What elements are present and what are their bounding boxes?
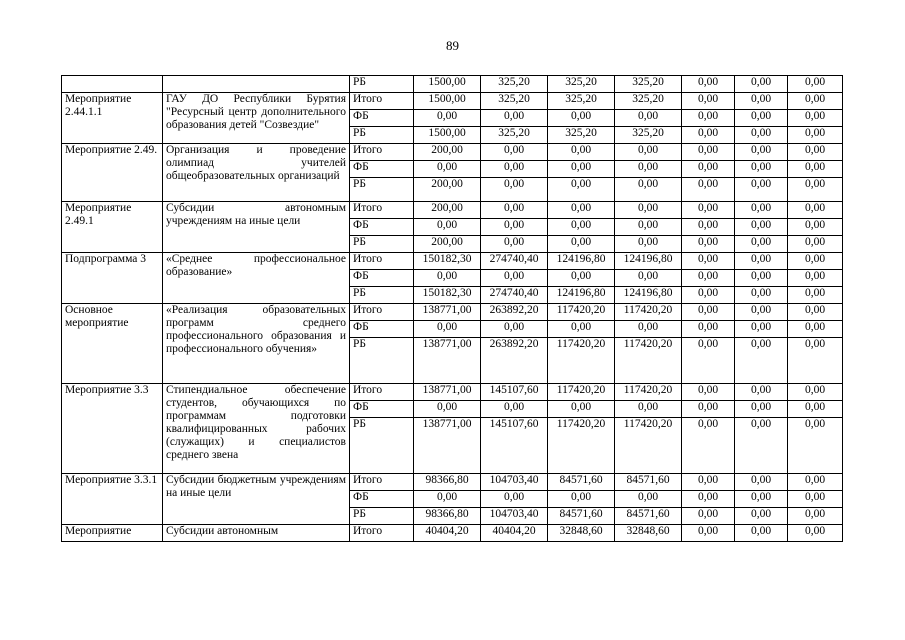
amount-cell: 200,00 [414, 144, 481, 161]
amount-cell: 117420,20 [548, 384, 615, 401]
amount-cell: 0,00 [735, 304, 788, 321]
amount-cell: 117420,20 [615, 418, 682, 474]
amount-cell: 200,00 [414, 236, 481, 253]
amount-cell: 0,00 [414, 219, 481, 236]
amount-cell: 124196,80 [548, 287, 615, 304]
amount-cell: 0,00 [682, 236, 735, 253]
amount-cell: 0,00 [735, 474, 788, 491]
amount-cell: 0,00 [788, 236, 843, 253]
activity-description-cell [163, 525, 350, 542]
amount-cell: 0,00 [615, 401, 682, 418]
amount-cell: 0,00 [682, 76, 735, 93]
amount-cell: 0,00 [788, 93, 843, 110]
amount-cell: 325,20 [481, 93, 548, 110]
amount-cell: 0,00 [682, 338, 735, 384]
amount-cell: 32848,60 [615, 525, 682, 542]
activity-description-cell [163, 144, 350, 202]
activity-description-text: ГАУ ДО Республики Бурятия "Ресурсный центр дополнительного образования детей "Созвездие" [166, 93, 346, 131]
amount-cell: 0,00 [788, 525, 843, 542]
amount-cell: 0,00 [682, 491, 735, 508]
table-row [62, 525, 843, 542]
amount-cell: 0,00 [615, 202, 682, 219]
amount-cell: 0,00 [735, 76, 788, 93]
amount-cell: 0,00 [481, 161, 548, 178]
amount-cell: 0,00 [788, 304, 843, 321]
funding-source-cell: ФБ [350, 321, 414, 338]
activity-description-cell [163, 76, 350, 93]
funding-source-cell: РБ [350, 76, 414, 93]
amount-cell: 0,00 [548, 110, 615, 127]
table-row [62, 384, 843, 401]
amount-cell: 0,00 [682, 144, 735, 161]
activity-description-text: Субсидии автономным учреждениям на иные цели [166, 202, 346, 227]
table-row [62, 144, 843, 161]
amount-cell: 138771,00 [414, 418, 481, 474]
amount-cell: 0,00 [735, 110, 788, 127]
activity-description-cell [163, 253, 350, 304]
amount-cell: 117420,20 [615, 338, 682, 384]
amount-cell: 0,00 [481, 144, 548, 161]
amount-cell: 104703,40 [481, 508, 548, 525]
amount-cell: 0,00 [682, 401, 735, 418]
activity-description-text: «Среднее профессиональное образование» [166, 253, 346, 278]
amount-cell: 1500,00 [414, 76, 481, 93]
amount-cell: 325,20 [548, 93, 615, 110]
amount-cell: 274740,40 [481, 287, 548, 304]
amount-cell: 98366,80 [414, 508, 481, 525]
amount-cell: 0,00 [481, 202, 548, 219]
amount-cell: 40404,20 [481, 525, 548, 542]
amount-cell: 0,00 [682, 287, 735, 304]
funding-source-cell: РБ [350, 236, 414, 253]
amount-cell: 117420,20 [615, 304, 682, 321]
funding-source-cell: Итого [350, 384, 414, 401]
amount-cell: 40404,20 [414, 525, 481, 542]
table-row [62, 304, 843, 321]
funding-source-cell: РБ [350, 338, 414, 384]
amount-cell: 0,00 [735, 287, 788, 304]
amount-cell: 117420,20 [615, 384, 682, 401]
amount-cell: 0,00 [481, 236, 548, 253]
activity-name-cell: Основное мероприятие [62, 304, 163, 384]
amount-cell: 0,00 [615, 270, 682, 287]
amount-cell: 0,00 [682, 418, 735, 474]
activity-description-text: Субсидии бюджетным учреждениям на иные цели [166, 474, 346, 499]
amount-cell: 325,20 [615, 127, 682, 144]
budget-table [61, 75, 843, 542]
amount-cell: 0,00 [548, 219, 615, 236]
funding-source-cell: ФБ [350, 110, 414, 127]
activity-name-cell: Мероприятие [62, 525, 163, 542]
amount-cell: 0,00 [735, 161, 788, 178]
amount-cell: 0,00 [788, 161, 843, 178]
funding-source-cell: РБ [350, 508, 414, 525]
amount-cell: 84571,60 [548, 508, 615, 525]
amount-cell: 0,00 [414, 270, 481, 287]
amount-cell: 325,20 [548, 76, 615, 93]
activity-description-cell [163, 304, 350, 384]
amount-cell: 0,00 [481, 178, 548, 202]
amount-cell: 0,00 [481, 491, 548, 508]
amount-cell: 0,00 [788, 474, 843, 491]
amount-cell: 0,00 [735, 418, 788, 474]
activity-description-text: Стипендиальное обеспечение студентов, обучающихся по программам подготовки квалифицированных рабочих (служащих) и специалистов среднего звена [166, 384, 346, 461]
funding-source-cell: ФБ [350, 491, 414, 508]
amount-cell: 0,00 [735, 178, 788, 202]
amount-cell: 32848,60 [548, 525, 615, 542]
funding-source-cell: РБ [350, 127, 414, 144]
amount-cell: 1500,00 [414, 127, 481, 144]
amount-cell: 0,00 [548, 236, 615, 253]
funding-source-cell: Итого [350, 525, 414, 542]
amount-cell: 0,00 [788, 418, 843, 474]
amount-cell: 0,00 [615, 178, 682, 202]
funding-source-cell: Итого [350, 93, 414, 110]
amount-cell: 0,00 [735, 401, 788, 418]
amount-cell: 0,00 [682, 270, 735, 287]
activity-description-cell [163, 93, 350, 144]
funding-source-cell: Итого [350, 202, 414, 219]
funding-source-cell: ФБ [350, 270, 414, 287]
amount-cell: 0,00 [615, 321, 682, 338]
amount-cell: 0,00 [788, 270, 843, 287]
amount-cell: 263892,20 [481, 304, 548, 321]
amount-cell: 263892,20 [481, 338, 548, 384]
amount-cell: 0,00 [788, 178, 843, 202]
amount-cell: 0,00 [548, 178, 615, 202]
amount-cell: 200,00 [414, 202, 481, 219]
amount-cell: 325,20 [615, 93, 682, 110]
amount-cell: 145107,60 [481, 418, 548, 474]
amount-cell: 84571,60 [615, 508, 682, 525]
amount-cell: 0,00 [735, 321, 788, 338]
amount-cell: 0,00 [414, 321, 481, 338]
amount-cell: 0,00 [615, 491, 682, 508]
amount-cell: 0,00 [481, 321, 548, 338]
amount-cell: 0,00 [788, 253, 843, 270]
amount-cell: 0,00 [548, 161, 615, 178]
funding-source-cell: Итого [350, 144, 414, 161]
amount-cell: 0,00 [682, 161, 735, 178]
amount-cell: 0,00 [682, 304, 735, 321]
amount-cell: 0,00 [788, 287, 843, 304]
amount-cell: 0,00 [548, 144, 615, 161]
amount-cell: 84571,60 [615, 474, 682, 491]
amount-cell: 0,00 [788, 219, 843, 236]
amount-cell: 124196,80 [548, 253, 615, 270]
amount-cell: 0,00 [481, 270, 548, 287]
activity-name-cell: Мероприятие 2.44.1.1 [62, 93, 163, 144]
amount-cell: 0,00 [615, 219, 682, 236]
amount-cell: 325,20 [548, 127, 615, 144]
amount-cell: 325,20 [481, 76, 548, 93]
activity-name-cell: Мероприятие 3.3.1 [62, 474, 163, 525]
funding-source-cell: ФБ [350, 219, 414, 236]
amount-cell: 0,00 [414, 401, 481, 418]
amount-cell: 0,00 [682, 253, 735, 270]
amount-cell: 0,00 [414, 491, 481, 508]
amount-cell: 0,00 [788, 491, 843, 508]
activity-name-cell: Подпрограмма 3 [62, 253, 163, 304]
amount-cell: 0,00 [548, 270, 615, 287]
activity-name-cell: Мероприятие 3.3 [62, 384, 163, 474]
activity-name-cell: Мероприятие 2.49. [62, 144, 163, 202]
amount-cell: 0,00 [735, 253, 788, 270]
funding-source-cell: Итого [350, 474, 414, 491]
table-row [62, 76, 843, 93]
amount-cell: 0,00 [682, 474, 735, 491]
amount-cell: 138771,00 [414, 384, 481, 401]
amount-cell: 117420,20 [548, 418, 615, 474]
amount-cell: 124196,80 [615, 287, 682, 304]
amount-cell: 0,00 [682, 525, 735, 542]
funding-source-cell: Итого [350, 304, 414, 321]
amount-cell: 0,00 [735, 202, 788, 219]
amount-cell: 0,00 [615, 236, 682, 253]
amount-cell: 0,00 [682, 127, 735, 144]
amount-cell: 0,00 [548, 401, 615, 418]
amount-cell: 0,00 [548, 202, 615, 219]
amount-cell: 325,20 [481, 127, 548, 144]
amount-cell: 200,00 [414, 178, 481, 202]
amount-cell: 0,00 [735, 127, 788, 144]
amount-cell: 0,00 [788, 384, 843, 401]
table-row [62, 202, 843, 219]
amount-cell: 0,00 [682, 384, 735, 401]
amount-cell: 0,00 [735, 236, 788, 253]
amount-cell: 274740,40 [481, 253, 548, 270]
amount-cell: 84571,60 [548, 474, 615, 491]
amount-cell: 0,00 [735, 270, 788, 287]
amount-cell: 117420,20 [548, 338, 615, 384]
amount-cell: 0,00 [548, 321, 615, 338]
activity-description-text: Организация и проведение олимпиад учителей общеобразовательных организаций [166, 144, 346, 182]
amount-cell: 0,00 [481, 219, 548, 236]
amount-cell: 0,00 [481, 401, 548, 418]
amount-cell: 0,00 [735, 508, 788, 525]
activity-description-cell [163, 202, 350, 253]
activity-description-text: «Реализация образовательных программ среднего профессионального образования и профессионального обучения» [166, 304, 346, 355]
amount-cell: 1500,00 [414, 93, 481, 110]
amount-cell: 117420,20 [548, 304, 615, 321]
amount-cell: 98366,80 [414, 474, 481, 491]
amount-cell: 0,00 [682, 321, 735, 338]
table-row [62, 93, 843, 110]
activity-name-cell [62, 76, 163, 93]
amount-cell: 0,00 [735, 144, 788, 161]
amount-cell: 150182,30 [414, 287, 481, 304]
amount-cell: 325,20 [615, 76, 682, 93]
amount-cell: 0,00 [788, 202, 843, 219]
amount-cell: 0,00 [414, 110, 481, 127]
amount-cell: 0,00 [788, 401, 843, 418]
funding-source-cell: Итого [350, 253, 414, 270]
table-row [62, 253, 843, 270]
amount-cell: 124196,80 [615, 253, 682, 270]
table-row [62, 474, 843, 491]
amount-cell: 0,00 [682, 219, 735, 236]
amount-cell: 0,00 [735, 491, 788, 508]
funding-source-cell: ФБ [350, 401, 414, 418]
amount-cell: 0,00 [788, 144, 843, 161]
amount-cell: 145107,60 [481, 384, 548, 401]
amount-cell: 0,00 [735, 219, 788, 236]
amount-cell: 138771,00 [414, 338, 481, 384]
amount-cell: 0,00 [788, 76, 843, 93]
amount-cell: 0,00 [615, 110, 682, 127]
amount-cell: 0,00 [735, 384, 788, 401]
amount-cell: 0,00 [735, 525, 788, 542]
funding-source-cell: РБ [350, 178, 414, 202]
amount-cell: 0,00 [682, 178, 735, 202]
amount-cell: 0,00 [735, 93, 788, 110]
page-number: 89 [446, 38, 459, 53]
amount-cell: 0,00 [481, 110, 548, 127]
amount-cell: 0,00 [615, 144, 682, 161]
activity-name-cell: Мероприятие 2.49.1 [62, 202, 163, 253]
activity-description-text: Субсидии автономным [166, 525, 279, 537]
amount-cell: 150182,30 [414, 253, 481, 270]
amount-cell: 0,00 [788, 127, 843, 144]
amount-cell: 0,00 [548, 491, 615, 508]
amount-cell: 0,00 [735, 338, 788, 384]
amount-cell: 0,00 [788, 508, 843, 525]
amount-cell: 0,00 [682, 508, 735, 525]
funding-source-cell: РБ [350, 418, 414, 474]
activity-description-cell [163, 474, 350, 525]
amount-cell: 104703,40 [481, 474, 548, 491]
amount-cell: 0,00 [682, 202, 735, 219]
amount-cell: 0,00 [615, 161, 682, 178]
amount-cell: 0,00 [414, 161, 481, 178]
amount-cell: 0,00 [788, 110, 843, 127]
funding-source-cell: РБ [350, 287, 414, 304]
amount-cell: 0,00 [682, 110, 735, 127]
funding-source-cell: ФБ [350, 161, 414, 178]
amount-cell: 138771,00 [414, 304, 481, 321]
amount-cell: 0,00 [788, 321, 843, 338]
activity-description-cell [163, 384, 350, 474]
amount-cell: 0,00 [788, 338, 843, 384]
amount-cell: 0,00 [682, 93, 735, 110]
